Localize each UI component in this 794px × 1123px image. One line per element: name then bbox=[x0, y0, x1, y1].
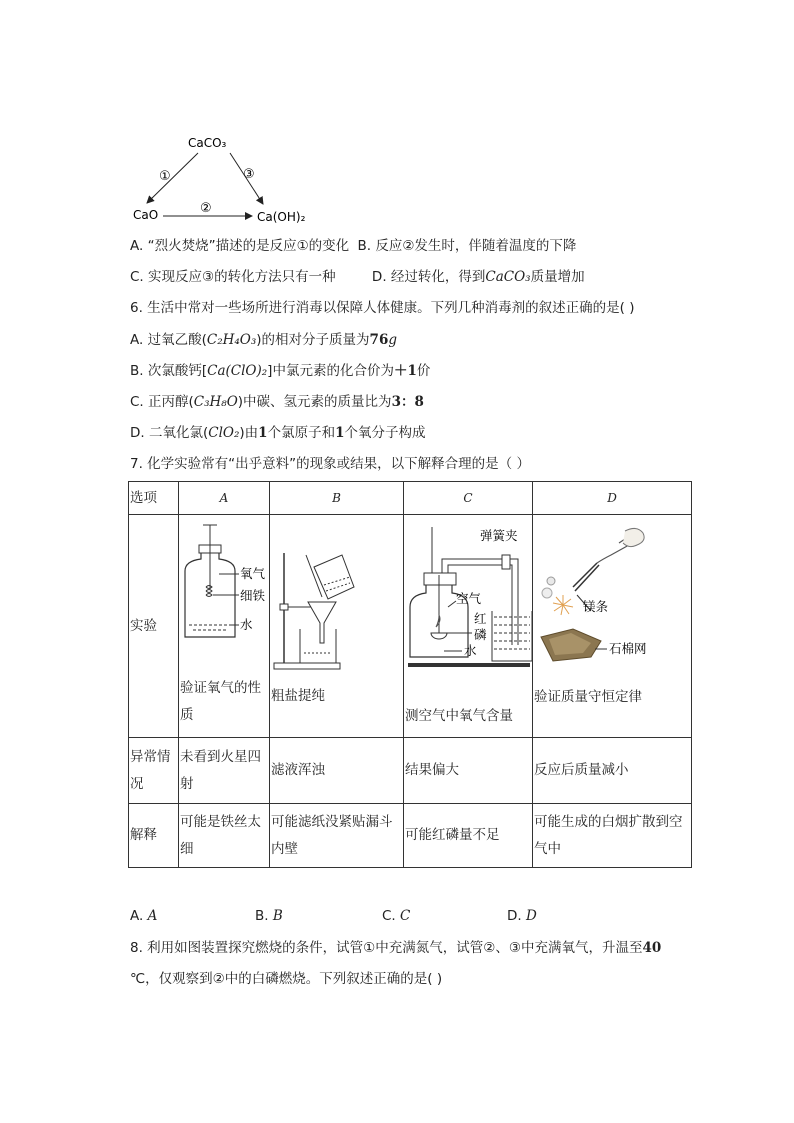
header-a: A bbox=[179, 482, 270, 515]
experiment-c bbox=[404, 515, 533, 738]
q8-line-2: ℃，仅观察到②中的白磷燃烧。下列叙述正确的是( ) bbox=[130, 971, 443, 987]
abnormal-a: 未看到火星四射 bbox=[179, 738, 270, 804]
q5-option-row-1 bbox=[130, 236, 576, 256]
apparatus-c bbox=[404, 515, 533, 675]
diagram-n2: ② bbox=[200, 201, 212, 216]
q7-option-b: B. B bbox=[255, 908, 283, 924]
header-option: 选项 bbox=[129, 482, 179, 515]
table-row-experiment bbox=[129, 515, 692, 738]
caption-d: 验证质量守恒定律 bbox=[534, 689, 642, 705]
q5-option-b: B. 反应②发生时，伴随着温度的下降 bbox=[357, 238, 577, 254]
arrow-1 bbox=[147, 153, 198, 203]
header-c: C bbox=[404, 482, 533, 515]
reaction-diagram bbox=[125, 130, 325, 230]
label-phosphorus: 磷 bbox=[474, 627, 487, 642]
label-spring-clamp: 弹簧夹 bbox=[480, 528, 518, 543]
caption-c: 测空气中氧气含量 bbox=[405, 708, 513, 724]
row-label-abnormal: 异常情况 bbox=[129, 738, 179, 804]
q7-option-d: D. D bbox=[507, 908, 537, 924]
diagram-right: Ca(OH)₂ bbox=[257, 210, 306, 224]
label-oxygen: 氧气 bbox=[240, 566, 266, 581]
q6-option-b: B. 次氯酸钙[Ca(ClO)₂]中氯元素的化合价为＋1价 bbox=[130, 363, 431, 379]
label-red: 红 bbox=[474, 611, 487, 626]
q5-option-c: C. 实现反应③的转化方法只有一种 bbox=[130, 269, 336, 285]
abnormal-d: 反应后质量减小 bbox=[533, 738, 692, 804]
q6-option-c: C. 正丙醇(C₃H₈O)中碳、氢元素的质量比为3：8 bbox=[130, 394, 424, 410]
caption-b: 粗盐提纯 bbox=[271, 688, 325, 704]
explain-c: 可能红磷量不足 bbox=[404, 804, 533, 868]
caption-a: 验证氧气的性质 bbox=[180, 680, 261, 723]
row-label-experiment: 实验 bbox=[129, 515, 179, 738]
apparatus-b bbox=[270, 515, 404, 675]
abnormal-c: 结果偏大 bbox=[404, 738, 533, 804]
q6-stem: 6. 生活中常对一些场所进行消毒以保障人体健康。下列几种消毒剂的叙述正确的是( ) bbox=[130, 300, 635, 316]
abnormal-b: 滤液浑浊 bbox=[270, 738, 404, 804]
header-b: B bbox=[270, 482, 404, 515]
table-row-explain bbox=[129, 804, 692, 868]
q7-option-a: A. A bbox=[130, 908, 158, 924]
label-air: 空气 bbox=[456, 591, 482, 606]
q7-stem: 7. 化学实验常有“出乎意料”的现象或结果，以下解释合理的是（ ） bbox=[130, 456, 530, 472]
diagram-top: CaCO₃ bbox=[188, 136, 227, 150]
q6-option-d: D. 二氧化氯(ClO₂)由1个氯原子和1个氧分子构成 bbox=[130, 425, 426, 441]
explain-b: 可能滤纸没紧贴漏斗内壁 bbox=[270, 804, 404, 868]
experiment-b bbox=[270, 515, 404, 738]
label-magnesium: 镁条 bbox=[583, 599, 609, 614]
q8-line-1: 8. 利用如图装置探究燃烧的条件，试管①中充满氮气，试管②、③中充满氧气，升温至40 bbox=[130, 940, 662, 956]
q5-option-d: D. 经过转化，得到CaCO₃质量增加 bbox=[371, 269, 585, 285]
label-water-c: 水 bbox=[464, 643, 477, 658]
header-d: D bbox=[533, 482, 692, 515]
table-header-row bbox=[129, 482, 692, 515]
explain-a: 可能是铁丝太细 bbox=[179, 804, 270, 868]
label-water-a: 水 bbox=[240, 617, 253, 632]
row-label-explain: 解释 bbox=[129, 804, 179, 868]
apparatus-a bbox=[179, 515, 270, 665]
table-row-abnormal bbox=[129, 738, 692, 804]
experiment-d bbox=[533, 515, 692, 738]
diagram-n1: ① bbox=[159, 169, 171, 184]
diagram-n3: ③ bbox=[243, 167, 255, 182]
label-asbestos-gauze: 石棉网 bbox=[609, 641, 647, 656]
diagram-left: CaO bbox=[133, 208, 159, 222]
q7-option-c: C. C bbox=[382, 908, 411, 924]
apparatus-d bbox=[533, 515, 692, 685]
q6-option-a: A. 过氧乙酸(C₂H₄O₃)的相对分子质量为76g bbox=[130, 332, 397, 348]
q5-option-a: A. “烈火焚烧”描述的是反应①的变化 bbox=[130, 238, 350, 254]
q5-option-row-2 bbox=[130, 267, 585, 287]
experiment-a bbox=[179, 515, 270, 738]
explain-d: 可能生成的白烟扩散到空气中 bbox=[533, 804, 692, 868]
label-iron: 细铁 bbox=[240, 588, 266, 603]
q7-table bbox=[128, 481, 692, 868]
